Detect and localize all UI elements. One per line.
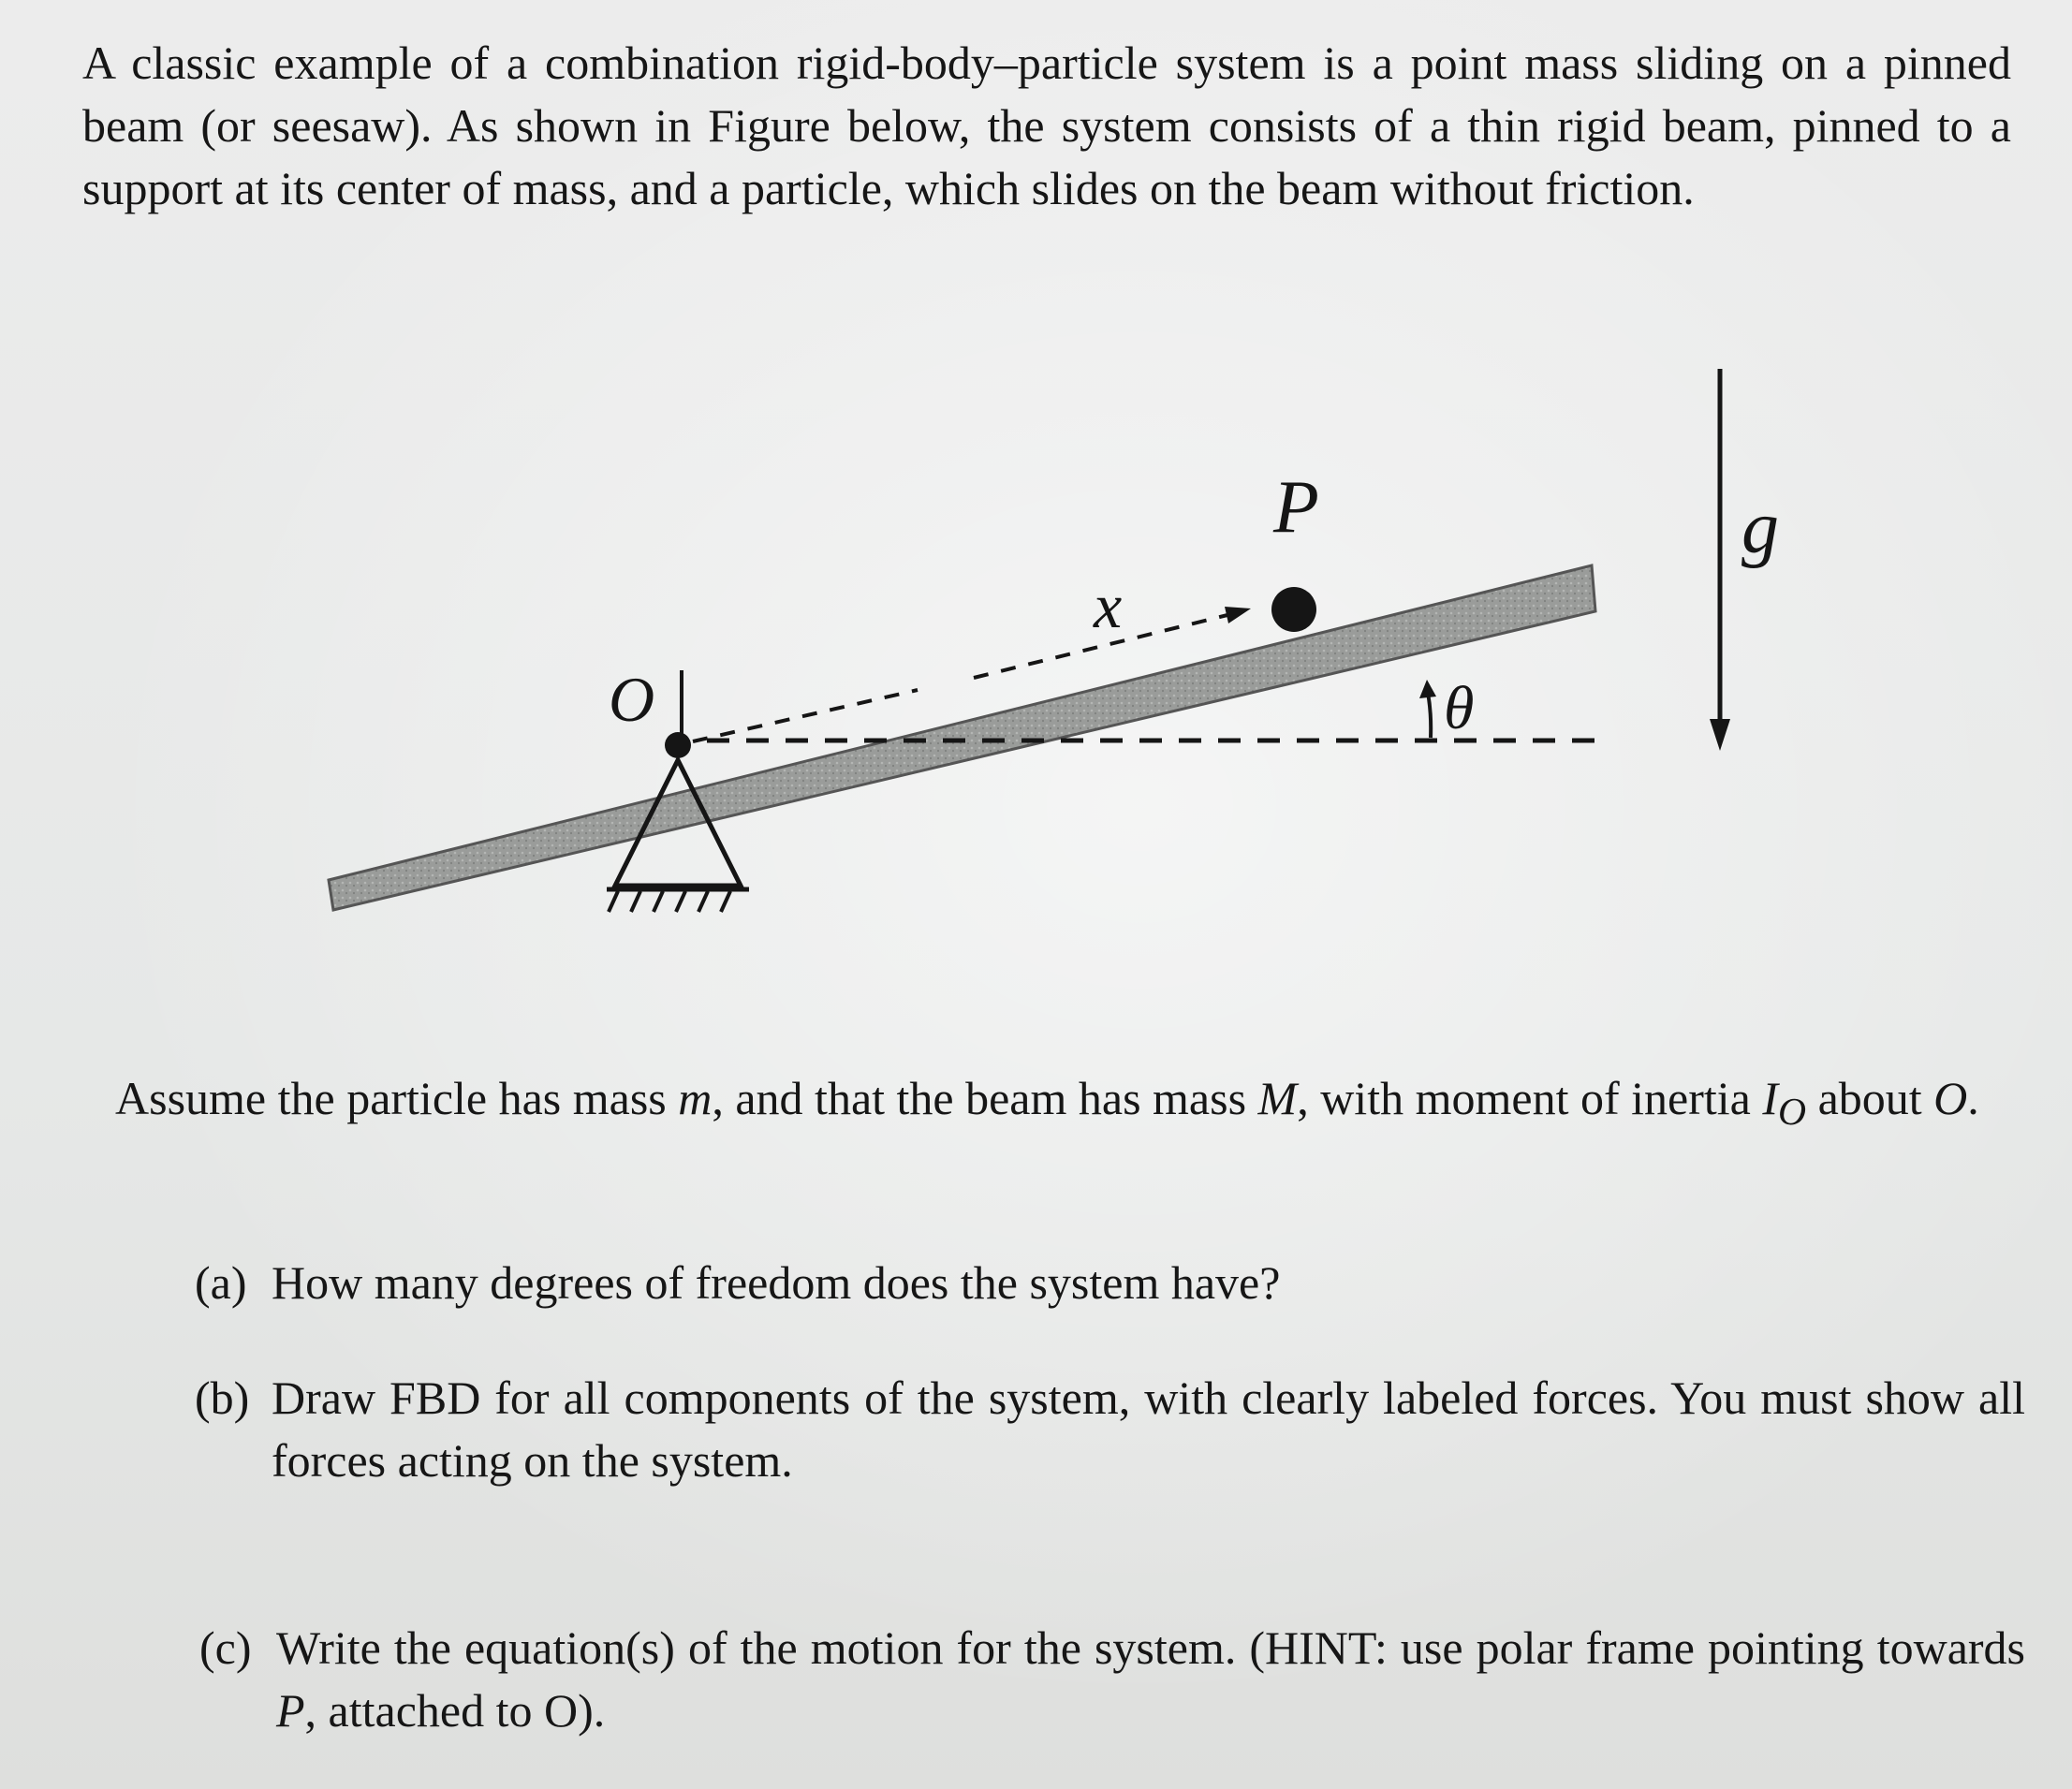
intro-text: A classic example of a combination rigid-body–particle system is a point mass sliding on a pinned beam (or seesaw). As shown in Figure below, the system consists of a thin rigid beam, pinned to a support at its center of mass, and a particle, which slides on the beam without friction.	[82, 37, 2011, 214]
question-a-label: (a)	[195, 1256, 247, 1309]
theta-arc	[1428, 693, 1431, 738]
x-measurement-line-start	[693, 690, 918, 741]
ground-hatch	[609, 891, 730, 912]
label-p: P	[1273, 466, 1319, 549]
inertia-symbol: I	[1762, 1072, 1778, 1124]
question-b-label: (b)	[195, 1371, 250, 1424]
assumption-part4: about	[1806, 1072, 1934, 1124]
question-c-text-after: , attached to O).	[304, 1684, 606, 1737]
point-o: O	[1933, 1072, 1968, 1124]
question-a	[195, 1252, 1974, 1314]
question-c-label: (c)	[199, 1621, 252, 1674]
assumption-part5: .	[1967, 1072, 1979, 1124]
question-a-text: How many degrees of freedom does the system have?	[272, 1256, 1281, 1309]
mass-M: M	[1257, 1072, 1298, 1124]
label-theta: θ	[1444, 674, 1475, 742]
gravity-arrow-head	[1710, 719, 1730, 751]
assumption-part3: , with moment of inertia	[1297, 1072, 1763, 1124]
seesaw-figure	[281, 356, 1779, 936]
question-b	[195, 1367, 2025, 1492]
label-g: g	[1741, 487, 1779, 569]
intro-paragraph	[82, 32, 2011, 220]
question-c-p: P	[276, 1684, 305, 1737]
question-b-text: Draw FBD for all components of the system, with clearly labeled forces. You must show all forces acting on the system.	[272, 1371, 2025, 1487]
label-x: x	[1094, 570, 1123, 641]
theta-arrow-head	[1419, 680, 1436, 698]
assumption-paragraph	[115, 1067, 2016, 1144]
pivot-pin	[665, 732, 691, 758]
assumption-part1: Assume the particle has mass	[115, 1072, 679, 1124]
particle-p	[1271, 587, 1316, 632]
inertia-subscript: O	[1777, 1091, 1807, 1134]
question-c	[199, 1617, 2025, 1742]
assumption-part2: , and that the beam has mass	[712, 1072, 1258, 1124]
x-arrow-head	[1225, 607, 1251, 623]
label-o: O	[609, 664, 655, 735]
mass-m: m	[678, 1072, 713, 1124]
question-c-text-wrap	[276, 1617, 2025, 1742]
question-c-text-before: Write the equation(s) of the motion for the system. (HINT: use polar frame pointing towards	[276, 1621, 2025, 1674]
beam	[329, 565, 1595, 910]
